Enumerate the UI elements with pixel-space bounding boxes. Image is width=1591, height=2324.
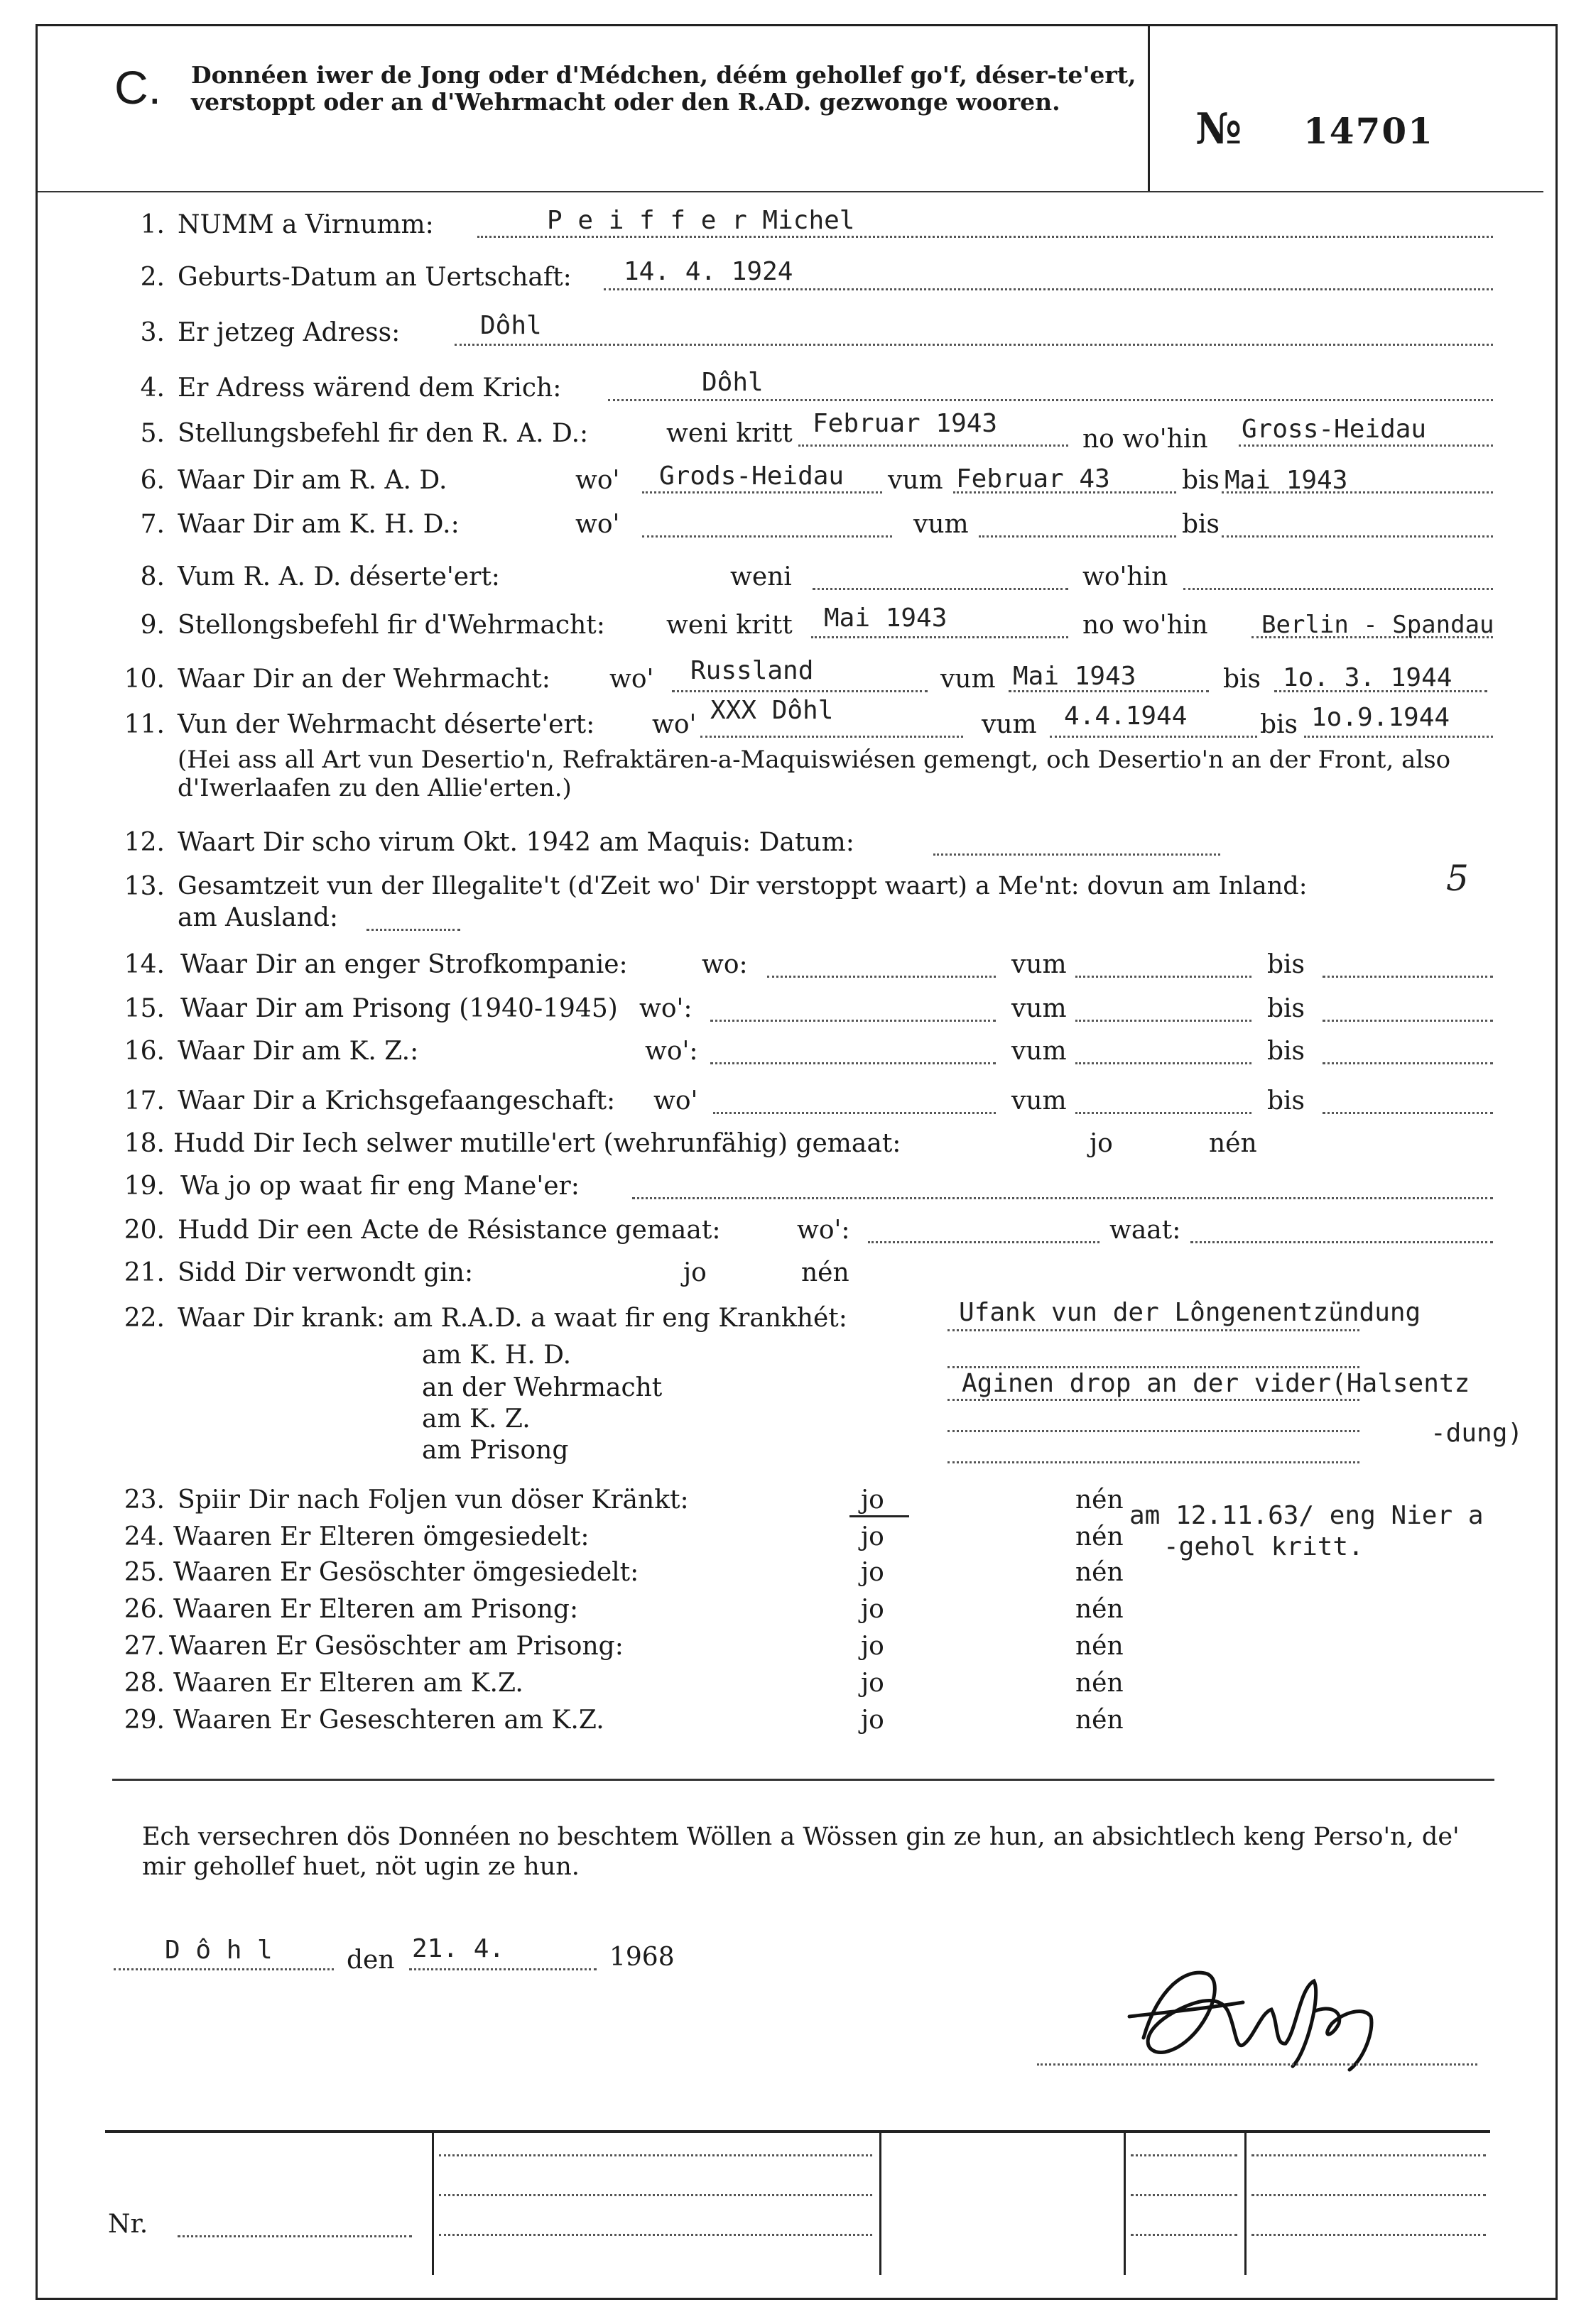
row-number: 25. <box>124 1558 165 1587</box>
kz-label: Waar Dir am K. Z.: <box>178 1037 419 1066</box>
birth-label: Geburts-Datum an Uertschaft: <box>178 263 572 292</box>
wo-label: wo' <box>653 1086 698 1115</box>
row-number: 14. <box>124 950 165 979</box>
header-divider <box>1148 26 1150 191</box>
pow-bis-field[interactable] <box>1323 1086 1493 1114</box>
war-address-value: Dôhl <box>702 368 764 397</box>
row-number: 21. <box>124 1258 165 1287</box>
illness-wehrmacht-label: an der Wehrmacht <box>422 1373 663 1402</box>
prison-label: Waar Dir am Prisong (1940-1945) <box>180 994 618 1023</box>
penal-wo-field[interactable] <box>767 950 996 978</box>
row-number: 6. <box>140 466 165 495</box>
row-number: 5. <box>140 419 165 448</box>
declaration-text: Ech versechren dös Donnéen no beschtem Wöllen a Wössen gin ze hun, an absichtlech keng Perso'n, de' mir gehollef huet, nöt ugin ze hun. <box>142 1823 1460 1881</box>
prison-vum-field[interactable] <box>1075 994 1251 1022</box>
bis-label: bis <box>1267 950 1305 979</box>
footer-line <box>439 2151 872 2156</box>
penal-vum-field[interactable] <box>1075 950 1251 978</box>
row-number: 24. <box>124 1522 165 1551</box>
waat-label: waat: <box>1109 1216 1181 1245</box>
where-label: no wo'hin <box>1082 425 1208 454</box>
row-number: 20. <box>124 1216 165 1245</box>
prison-wo-field[interactable] <box>710 994 996 1022</box>
row-number: 12. <box>124 828 165 857</box>
inland-value: 5 <box>1446 858 1469 899</box>
row-number: 22. <box>124 1304 165 1333</box>
row-number: 4. <box>140 373 165 403</box>
wehrmacht-wo-value: Russland <box>690 656 814 685</box>
illness-kz-label: am K. Z. <box>422 1404 531 1434</box>
when-label: weni kritt <box>666 611 793 640</box>
nr-field[interactable] <box>178 2210 412 2237</box>
footer-line <box>439 2191 872 2196</box>
abroad-label: am Ausland: <box>178 903 339 932</box>
jo-option[interactable]: jo <box>683 1258 707 1287</box>
nen-option[interactable]: nén <box>1075 1595 1124 1624</box>
desert-wo-value: XXX Dôhl <box>710 696 834 725</box>
wo-label: wo' <box>609 665 654 694</box>
illness-kz-field[interactable] <box>947 1404 1359 1432</box>
desertion-note: (Hei ass all Art vun Desertio'n, Refraktären-a-Maquiswiésen gemengt, och Desertio'n an der Front, also d'Iwerlaafen zu den Allie'erten.) <box>178 746 1451 802</box>
rad-wo-value: Grods-Heidau <box>659 462 845 491</box>
nen-option[interactable]: nén <box>1075 1632 1124 1661</box>
birth-value: 14. 4. 1924 <box>624 257 793 286</box>
wehrmacht-vum-value: Mai 1943 <box>1013 662 1136 691</box>
underline-mark <box>849 1515 909 1517</box>
footer-line <box>1131 2191 1237 2196</box>
row-number: 17. <box>124 1086 165 1115</box>
rad-desert-where-field[interactable] <box>1183 562 1493 590</box>
khd-vum-field[interactable] <box>979 510 1176 538</box>
row-number: 1. <box>140 210 165 239</box>
nen-option[interactable]: nén <box>1075 1485 1124 1515</box>
wo-label: wo': <box>797 1216 850 1245</box>
address-field[interactable] <box>455 318 1493 346</box>
den-label: den <box>347 1946 395 1975</box>
footer-top-rule <box>105 2130 1490 2133</box>
row-number: 2. <box>140 263 165 292</box>
wo-label: wo' <box>575 510 620 539</box>
nen-option[interactable]: nén <box>1075 1522 1124 1551</box>
parents-resettled-label: Waaren Er Elteren ömgesiedelt: <box>173 1522 590 1551</box>
row-number: 15. <box>124 994 165 1023</box>
row-number: 29. <box>124 1706 165 1735</box>
footer-line <box>1131 2231 1237 2236</box>
jo-option[interactable]: jo <box>861 1669 884 1698</box>
nen-option[interactable]: nén <box>1075 1669 1124 1698</box>
row-number: 10. <box>124 665 165 694</box>
bis-label: bis <box>1267 1037 1305 1066</box>
bis-label: bis <box>1267 1086 1305 1115</box>
vum-label: vum <box>888 466 943 495</box>
consequences-remark-2: -gehol kritt. <box>1163 1532 1364 1561</box>
jo-option[interactable]: jo <box>861 1706 884 1735</box>
rad-desert-when-field[interactable] <box>813 562 1068 590</box>
resistance-waat-field[interactable] <box>1190 1216 1493 1243</box>
pow-vum-field[interactable] <box>1075 1086 1251 1114</box>
footer-col-2 <box>879 2130 881 2275</box>
row-number: 8. <box>140 562 165 591</box>
signature-drawing <box>1058 1946 1456 2073</box>
footer-line <box>1251 2191 1486 2196</box>
wehrmacht-order-label: Stellongsbefehl fir d'Wehrmacht: <box>178 611 605 640</box>
row-number: 27. <box>124 1632 165 1661</box>
consequences-remark: am 12.11.63/ eng Nier a <box>1129 1501 1484 1530</box>
row-number: 11. <box>124 710 165 739</box>
illness-prison-field[interactable] <box>947 1436 1359 1463</box>
rad-desert-label: Vum R. A. D. déserte'ert: <box>178 562 500 591</box>
rad-where-value: Gross-Heidau <box>1242 415 1427 444</box>
siblings-prison-label: Waaren Er Gesöschter am Prisong: <box>169 1632 624 1661</box>
year-label: 1968 <box>609 1943 675 1972</box>
rad-service-label: Waar Dir am R. A. D. <box>178 466 447 495</box>
bis-label: bis <box>1223 665 1261 694</box>
vum-label: vum <box>1011 950 1067 979</box>
vum-label: vum <box>913 510 969 539</box>
kz-vum-field[interactable] <box>1075 1037 1251 1064</box>
bis-label: bis <box>1260 710 1298 739</box>
pow-wo-field[interactable] <box>713 1086 996 1114</box>
bis-label: bis <box>1182 466 1220 495</box>
desert-bis-value: 1o.9.1944 <box>1311 703 1450 732</box>
address-value: Dôhl <box>480 311 542 340</box>
nr-label: Nr. <box>108 2210 148 2239</box>
parents-kz-label: Waaren Er Elteren am K.Z. <box>173 1669 523 1698</box>
wo-label: wo': <box>639 994 693 1023</box>
khd-label: Waar Dir am K. H. D.: <box>178 510 460 539</box>
siblings-resettled-label: Waaren Er Gesöschter ömgesiedelt: <box>173 1558 639 1587</box>
wehrmacht-service-label: Waar Dir an der Wehrmacht: <box>178 665 550 694</box>
wo-label: wo' <box>652 710 697 739</box>
rad-order-label: Stellungsbefehl fir den R. A. D.: <box>178 419 589 448</box>
maquis-label: Waart Dir scho virum Okt. 1942 am Maquis: Datum: <box>178 828 854 857</box>
khd-wo-field[interactable] <box>642 510 892 538</box>
kz-wo-field[interactable] <box>710 1037 996 1064</box>
siblings-kz-label: Waaren Er Geseschteren am K.Z. <box>173 1706 604 1735</box>
row-number: 18. <box>124 1129 165 1158</box>
rad-when-value: Februar 1943 <box>813 409 998 438</box>
war-address-label: Er Adress wärend dem Krich: <box>178 373 562 403</box>
row-number: 13. <box>124 872 165 901</box>
illness-prison-label: am Prisong <box>422 1436 569 1465</box>
section-divider <box>112 1779 1494 1781</box>
parents-prison-label: Waaren Er Elteren am Prisong: <box>173 1595 579 1624</box>
vum-label: vum <box>982 710 1037 739</box>
illness-rad-value: Ufank vun der Lôngenentzündung <box>959 1298 1421 1327</box>
resistance-label: Hudd Dir een Acte de Résistance gemaat: <box>178 1216 721 1245</box>
footer-col-3 <box>1124 2130 1126 2275</box>
mutilation-how-label: Wa jo op waat fir eng Mane'er: <box>180 1172 580 1201</box>
desert-vum-value: 4.4.1944 <box>1064 702 1188 731</box>
illness-khd-label: am K. H. D. <box>422 1341 572 1370</box>
vum-label: vum <box>940 665 996 694</box>
name-value: P e i f f e r Michel <box>547 206 855 235</box>
jo-option[interactable]: jo <box>861 1522 884 1551</box>
footer-line <box>1251 2231 1486 2236</box>
where-label: wo'hin <box>1082 562 1168 591</box>
wo-label: wo': <box>645 1037 698 1066</box>
penal-bis-field[interactable] <box>1323 950 1493 978</box>
row-number: 23. <box>124 1485 165 1515</box>
pow-label: Waar Dir a Krichsgefaangeschaft: <box>178 1086 616 1115</box>
rad-vum-value: Februar 43 <box>956 464 1110 493</box>
footer-line <box>1251 2151 1486 2156</box>
wounded-label: Sidd Dir verwondt gin: <box>178 1258 474 1287</box>
signature <box>1058 1946 1456 2073</box>
form-number: 14701 <box>1303 110 1434 152</box>
vum-label: vum <box>1011 1086 1067 1115</box>
jo-option[interactable]: jo <box>861 1485 884 1515</box>
footer-line <box>1131 2151 1237 2156</box>
header-bottom-rule <box>38 191 1543 192</box>
illegality-label: Gesamtzeit vun der Illegalite't (d'Zeit wo' Dir verstoppt waart) a Me'nt: dovun am Inland: <box>178 872 1308 900</box>
section-letter: C. <box>114 61 161 114</box>
illness-label: Waar Dir krank: am R.A.D. a waat fir eng Krankhét: <box>178 1304 847 1333</box>
nen-option[interactable]: nén <box>1075 1558 1124 1587</box>
row-number: 9. <box>140 611 165 640</box>
mutilation-how-field[interactable] <box>632 1172 1493 1199</box>
when-label: weni kritt <box>666 419 793 448</box>
wo-label: wo: <box>702 950 748 979</box>
row-number: 26. <box>124 1595 165 1624</box>
row-number: 7. <box>140 510 165 539</box>
maquis-date-field[interactable] <box>933 828 1220 856</box>
abroad-field[interactable] <box>366 903 460 931</box>
section-title: Donnéen iwer de Jong oder d'Médchen, déém gehollef go'f, déser-te'ert, verstoppt oder an d'Wehrmacht oder den R.AD. gezwonge wooren. <box>191 61 1136 116</box>
vum-label: vum <box>1011 1037 1067 1066</box>
row-number: 19. <box>124 1172 165 1201</box>
jo-option[interactable]: jo <box>861 1595 884 1624</box>
resistance-wo-field[interactable] <box>868 1216 1099 1243</box>
jo-option[interactable]: jo <box>861 1632 884 1661</box>
illness-khd-field[interactable] <box>947 1341 1359 1368</box>
jo-option[interactable]: jo <box>861 1558 884 1587</box>
name-label: NUMM a Virnumm: <box>178 210 434 239</box>
number-label: № <box>1195 104 1242 154</box>
row-number: 28. <box>124 1669 165 1698</box>
footer-line <box>439 2231 872 2236</box>
nen-option[interactable]: nén <box>801 1258 849 1287</box>
illness-kz-value: -dung) <box>1430 1419 1524 1448</box>
wo-label: wo' <box>575 466 620 495</box>
kz-bis-field[interactable] <box>1323 1037 1493 1064</box>
address-label: Er jetzeg Adress: <box>178 318 401 347</box>
wehrmacht-bis-value: 1o. 3. 1944 <box>1283 663 1452 692</box>
date-value: 21. 4. <box>412 1934 505 1963</box>
where-label: no wo'hin <box>1082 611 1208 640</box>
when-label: weni <box>730 562 792 591</box>
wehrmacht-when-value: Mai 1943 <box>824 604 947 633</box>
rad-bis-value: Mai 1943 <box>1225 466 1348 495</box>
consequences-label: Spiir Dir nach Foljen vun döser Kränkt: <box>178 1485 689 1515</box>
vum-label: vum <box>1011 994 1067 1023</box>
khd-bis-field[interactable] <box>1222 510 1493 538</box>
bis-label: bis <box>1267 994 1305 1023</box>
row-number: 3. <box>140 318 165 347</box>
wehrmacht-desert-label: Vun der Wehrmacht déserte'ert: <box>178 710 595 739</box>
signature-line <box>1037 2056 1477 2066</box>
prison-bis-field[interactable] <box>1323 994 1493 1022</box>
row-number: 16. <box>124 1037 165 1066</box>
footer-col-4 <box>1244 2130 1247 2275</box>
nen-option[interactable]: nén <box>1075 1706 1124 1735</box>
penal-company-label: Waar Dir an enger Strofkompanie: <box>180 950 628 979</box>
illness-wehrmacht-value: Aginen drop an der vider(Halsentz <box>962 1369 1470 1398</box>
footer-col-1 <box>432 2130 434 2275</box>
place-value: D ô h l <box>165 1936 273 1965</box>
jo-option[interactable]: jo <box>1090 1129 1113 1158</box>
nen-option[interactable]: nén <box>1209 1129 1257 1158</box>
bis-label: bis <box>1182 510 1220 539</box>
self-mutilation-label: Hudd Dir Iech selwer mutille'ert (wehrunfähig) gemaat: <box>173 1129 901 1158</box>
wehrmacht-where-value: Berlin - Spandau <box>1261 611 1494 639</box>
